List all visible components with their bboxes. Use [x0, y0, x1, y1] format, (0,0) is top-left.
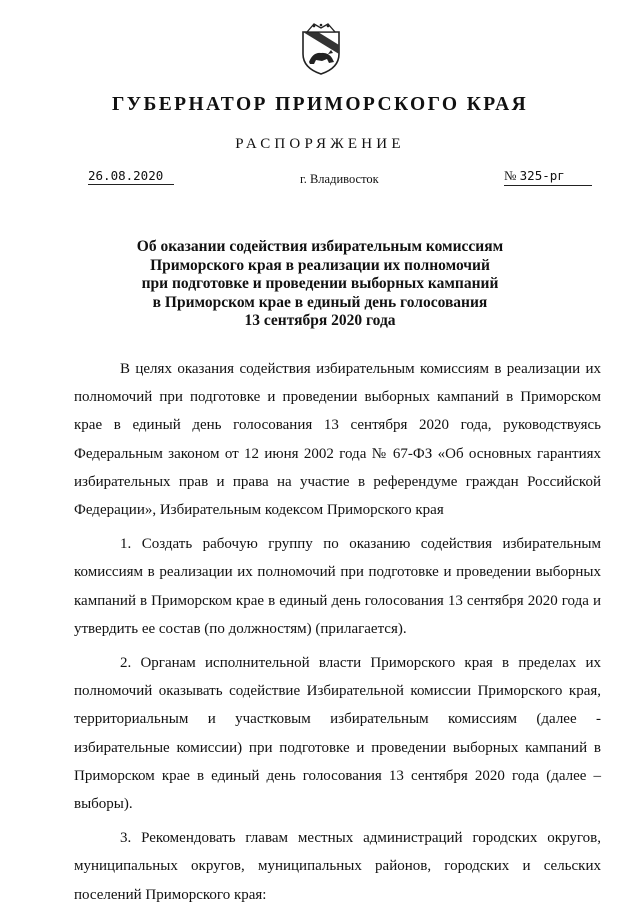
document-city: г. Владивосток — [300, 172, 379, 186]
document-number — [504, 168, 592, 186]
number-value: 325-рг — [519, 168, 565, 183]
coat-of-arms-emblem — [298, 20, 344, 76]
governor-title: ГУБЕРНАТОР ПРИМОРСКОГО КРАЯ — [111, 94, 529, 115]
document-date: 26.08.2020 — [88, 168, 174, 185]
subject-line: при подготовке и проведении выборных кампаний — [141, 275, 499, 293]
subject-line: в Приморском крае в единый день голосования — [152, 293, 488, 311]
clause-2-paragraph: 2. Органам исполнительной власти Приморского края в пределах их полномочий оказывать содействие Избирательной комиссии Приморского края, территориальным и участковым избирательным комиссиям (далее - избирательные комиссии) при подготовке и проведении выборных кампаний в Приморском крае в единый день голосования 13 сентября 2020 года (далее – выборы). — [74, 655, 601, 813]
subject-line: Приморского края в реализации их полномочий — [150, 256, 490, 274]
subject-line: Об оказании содействия избирательным комиссиям — [136, 238, 504, 255]
document-type: РАСПОРЯЖЕНИЕ — [235, 136, 405, 152]
preamble-paragraph: В целях оказания содействия избирательным комиссиям в реализации их полномочий при подготовке и проведении выборных кампаний в Приморском крае в единый день голосования 13 сентября 2020 года, руководствуясь Федеральным законом от 12 июня 2002 года № 67-ФЗ «Об основных гарантиях избирательных прав и права на участие в референдуме граждан Российской Федерации», Избирательным кодексом Приморского края — [74, 361, 601, 519]
number-prefix: № — [504, 168, 517, 183]
clause-1-paragraph: 1. Создать рабочую группу по оказанию содействия избирательным комиссиям в реализации их полномочий при подготовке и проведении выборных кампаний в Приморском крае в единый день голосования 13 сентября 2020 года и утвердить ее состав (по должностям) (прилагается). — [74, 536, 601, 637]
clause-3-paragraph: 3. Рекомендовать главам местных администраций городских округов, муниципальных округов, муниципальных районов, городских и сельских поселений Приморского края: — [74, 830, 601, 903]
document-subject — [100, 238, 540, 331]
document-body — [74, 355, 601, 909]
subject-line: 13 сентября 2020 года — [244, 312, 396, 330]
